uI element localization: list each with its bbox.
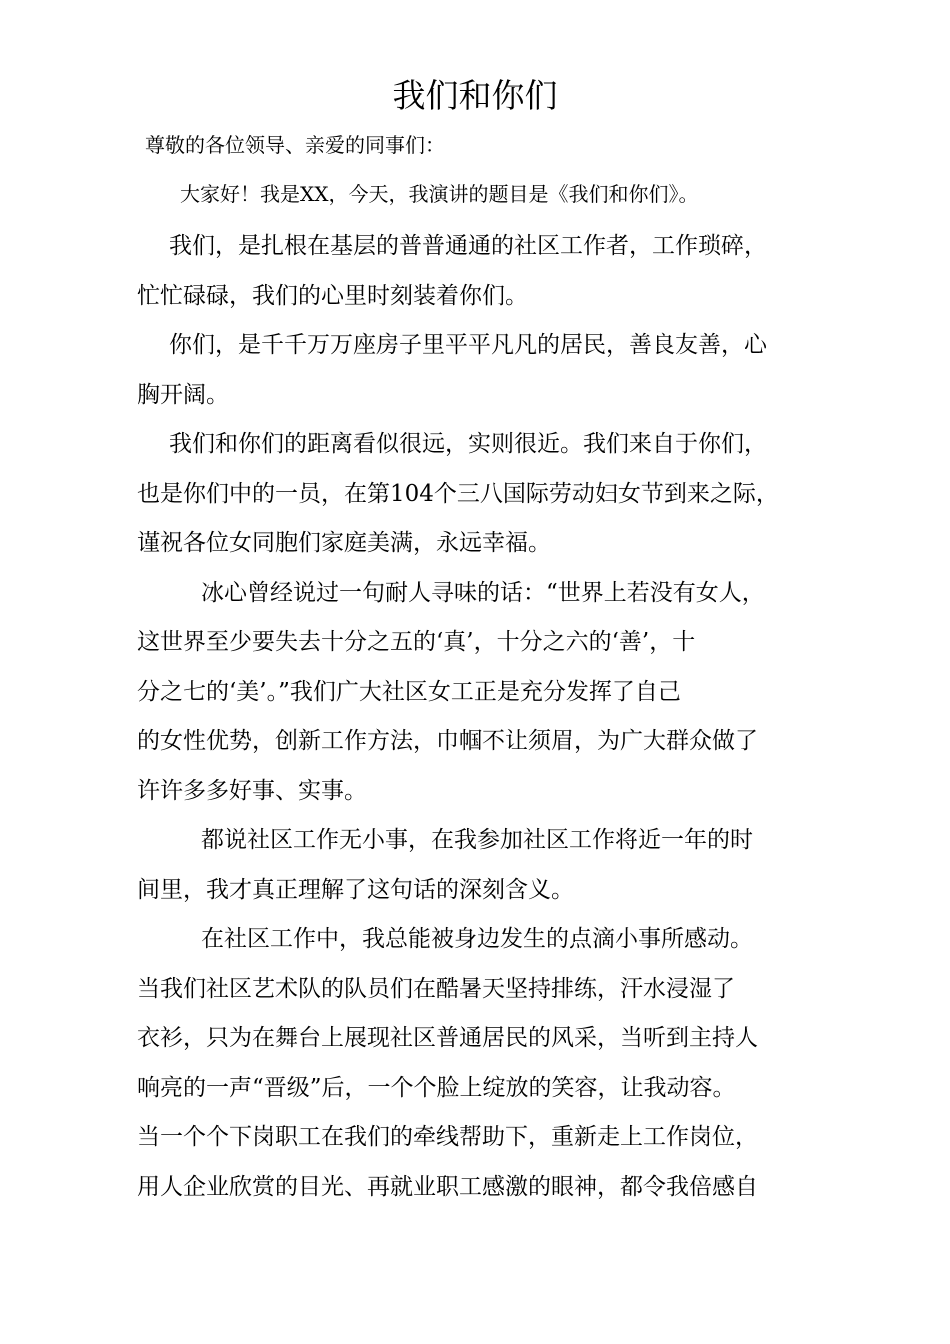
paragraph-distance	[137, 420, 837, 569]
text-line: 胸开阔。	[137, 381, 229, 408]
salutation: 尊敬的各位领导、亲爱的同事们：	[145, 133, 445, 157]
text-line: 这世界至少要失去十分之五的‘真’，十分之六的‘善’，十	[137, 629, 696, 655]
text-line: 当一个个下岗职工在我们的牵线帮助下，重新走上工作岗位，	[137, 1124, 758, 1150]
text-line: 你们，是千千万万座房子里平平凡凡的居民，善良友善，心	[169, 332, 767, 358]
text-line: 忙忙碌碌，我们的心里时刻装着你们。	[137, 282, 528, 309]
text-line: 我们和你们的距离看似很远，实则很近。我们来自于你们，	[169, 431, 767, 457]
paragraph-bingxin	[137, 569, 837, 817]
text-line: 冰心曾经说过一句耐人寻味的话：“世界上若没有女人，	[201, 579, 765, 606]
text-line: 衣衫，只为在舞台上展现社区普通居民的风采，当听到主持人	[137, 1025, 758, 1051]
document-title: 我们和你们	[392, 76, 558, 115]
text-line: 的女性优势，创新工作方法，巾帼不让须眉，为广大群众做了	[137, 728, 758, 754]
greeting-line: 大家好！我是XX，今天，我演讲的题目是《我们和你们》。	[180, 182, 699, 206]
speech-body	[137, 222, 837, 1212]
text-line: 我们，是扎根在基层的普普通通的社区工作者，工作琐碎，	[169, 233, 767, 259]
text-line: 在社区工作中，我总能被身边发生的点滴小事所感动。	[201, 926, 753, 952]
text-line: 许许多多好事、实事。	[137, 777, 367, 804]
text-line: 间里，我才真正理解了这句话的深刻含义。	[137, 876, 574, 903]
text-line: 也是你们中的一员，在第104个三八国际劳动妇女节到来之际，	[137, 480, 779, 507]
text-line: 用人企业欣赏的目光、再就业职工感激的眼神，都令我倍感自	[137, 1173, 758, 1200]
paragraph-you	[137, 321, 837, 420]
text-line: 当我们社区艺术队的队员们在酷暑天坚持排练，汗水浸湿了	[137, 975, 735, 1002]
paragraph-moved	[137, 915, 837, 1212]
text-line: 响亮的一声“晋级”后，一个个脸上绽放的笑容，让我动容。	[137, 1074, 736, 1101]
paragraph-we	[137, 222, 837, 321]
text-line: 谨祝各位女同胞们家庭美满，永远幸福。	[137, 530, 551, 556]
text-line: 都说社区工作无小事，在我参加社区工作将近一年的时	[201, 827, 753, 853]
paragraph-no-small-matters	[137, 816, 837, 915]
text-line: 分之七的‘美’。”我们广大社区女工正是充分发挥了自己	[137, 678, 681, 705]
